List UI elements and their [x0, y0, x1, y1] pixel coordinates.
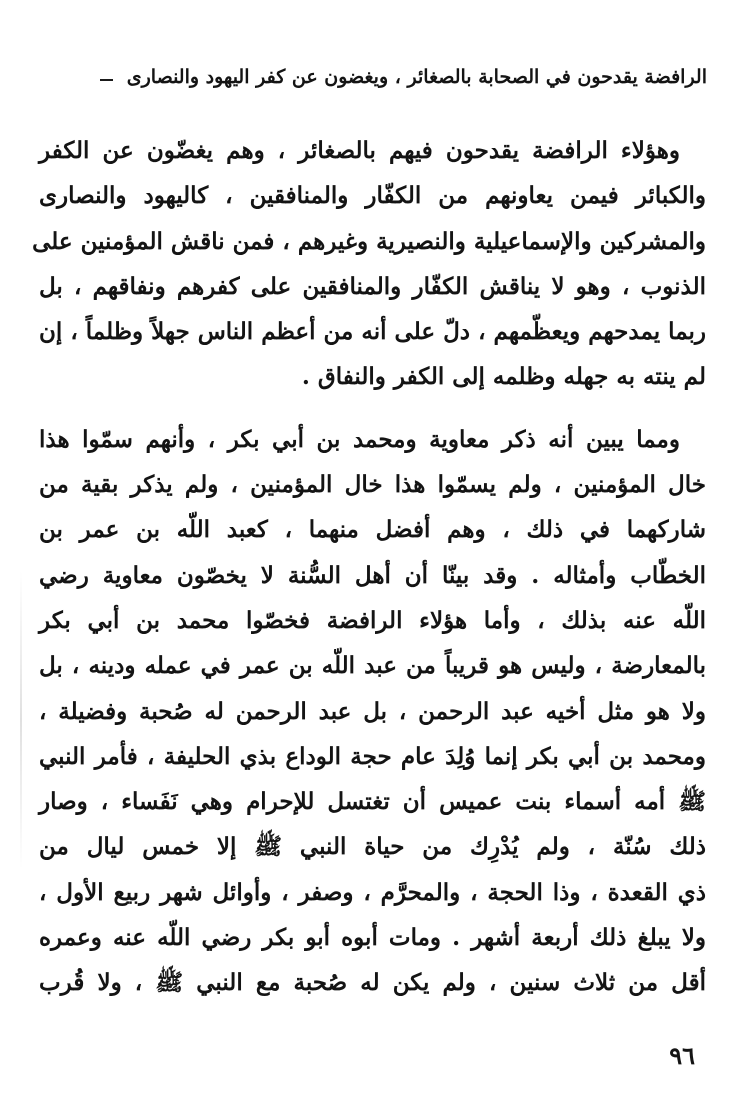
running-header — [100, 62, 707, 92]
text-line: والكبائر فيمن يعاونهم من الكفّار والمنافقين ، كاليهود والنصارى — [39, 182, 706, 210]
paragraph-2 — [39, 417, 706, 1006]
text-line: ولا يبلغ ذلك أربعة أشهر . ومات أبوه أبو بكر رضي اللّه عنه وعمره — [39, 924, 706, 952]
paragraph-1 — [32, 128, 706, 400]
scan-edge-shadow — [20, 570, 22, 870]
text-line: ولا هو مثل أخيه عبد الرحمن ، بل عبد الرحمن له صُحبة وفضيلة ، — [39, 697, 706, 725]
body-text — [32, 128, 706, 1006]
page-number: ٩٦ — [669, 1041, 695, 1070]
text-line: الذنوب ، وهو لا يناقش الكفّار والمنافقين على كفرهم ونفاقهم ، بل — [39, 272, 706, 300]
text-line: وهؤلاء الرافضة يقدحون فيهم بالصغائر ، وهم يغضّون عن الكفر — [39, 137, 680, 164]
text-line: أقل من ثلاث سنين ، ولم يكن له صُحبة مع النبي ﷺ ، ولا قُرب — [39, 969, 706, 997]
text-line: والمشركين والإسماعيلية والنصيرية وغيرهم ، فمن ناقش المؤمنين على — [32, 227, 706, 255]
text-line: اللّه عنه بذلك ، وأما هؤلاء الرافضة فخصّوا محمد بن أبي بكر — [39, 606, 706, 634]
text-line: خال المؤمنين ، ولم يسمّوا هذا خال المؤمنين ، ولم يذكر بقية من — [39, 471, 706, 499]
text-line: ذي القعدة ، وذا الحجة ، والمحرَّم ، وصفر ، وأوائل شهر ربيع الأول ، — [39, 878, 706, 906]
text-line: ومما يبين أنه ذكر معاوية ومحمد بن أبي بكر ، وأنهم سمّوا هذا — [39, 425, 680, 453]
header-rule — [100, 79, 113, 81]
text-line: لم ينته به جهله وظلمه إلى الكفر والنفاق . — [301, 363, 706, 391]
text-line: ﷺ أمه أسماء بنت عميس أن تغتسل للإحرام وهي نَفَساء ، وصار — [39, 788, 706, 816]
text-line: شاركهما في ذلك ، وهم أفضل منهما ، كعبد اللّه بن عمر بن — [39, 516, 706, 544]
text-line: ربما يمدحهم ويعظّمهم ، دلّ على أنه من أعظم الناس جهلاً وظلماً ، إن — [39, 318, 706, 346]
text-line: الخطّاب وأمثاله . وقد بينّا أن أهل السُّنة لا يخصّون معاوية رضي — [39, 561, 706, 589]
paragraph-gap — [39, 400, 706, 417]
text-line: ذلك سُنّة ، ولم يُدْرِك من حياة النبي ﷺ إلا خمس ليال من — [39, 833, 706, 861]
text-line: ومحمد بن أبي بكر إنما وُلِدَ عام حجة الوداع بذي الحليفة ، فأمر النبي — [39, 742, 706, 770]
text-line: بالمعارضة ، وليس هو قريباً من عبد اللّه بن عمر في عمله ودينه ، بل — [39, 652, 706, 680]
running-title: الرافضة يقدحون في الصحابة بالصغائر ، ويغضون عن كفر اليهود والنصارى — [126, 66, 707, 88]
